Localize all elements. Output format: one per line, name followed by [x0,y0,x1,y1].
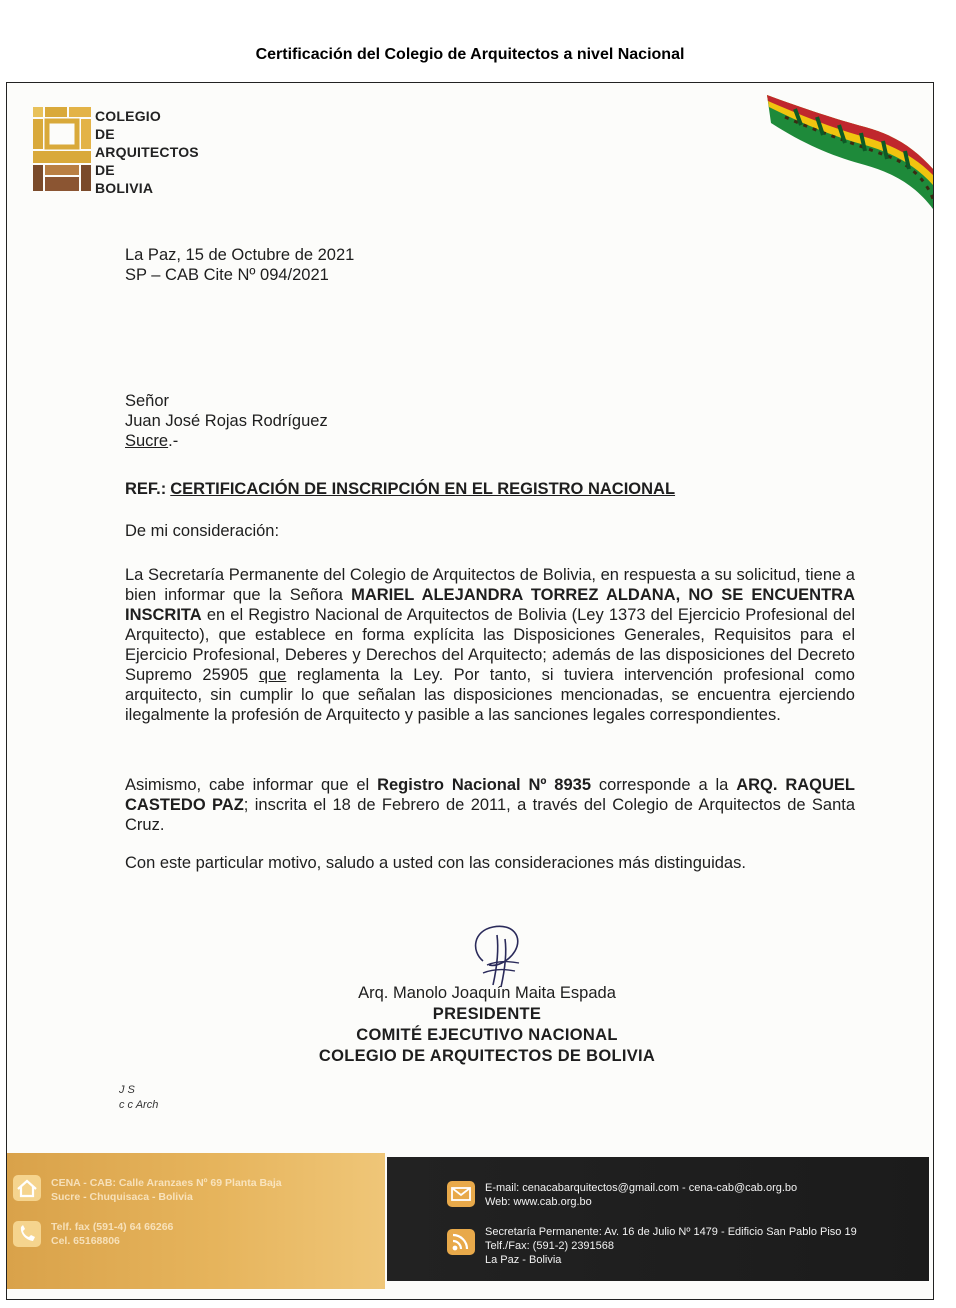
recipient-city-suffix: .- [168,432,179,450]
cab-logo-icon [33,107,95,193]
logo-wordmark [95,107,199,197]
footer-office-line1: Secretaría Permanente: Av. 16 de Julio Nº 1479 - Edificio San Pablo Piso 19 [485,1226,857,1238]
recipient-name: Juan José Rojas Rodríguez [125,412,328,430]
page-caption: Certificación del Colegio de Arquitectos a nivel Nacional [255,46,685,63]
para1-bold: MARIEL ALEJANDRA TORREZ ALDANA, NO SE ENCUENTRA INSCRITA [125,586,855,624]
signatory-committee: COMITÉ EJECUTIVO NACIONAL [356,1026,618,1044]
para2-bold-name: ARQ. RAQUEL CASTEDO PAZ [125,776,855,814]
footer-phone-line2: Cel. 65168806 [51,1235,120,1247]
ref-label: REF.: [125,480,167,498]
initials-block [119,1083,158,1113]
letter-date: La Paz, 15 de Octubre de 2021 [125,246,355,264]
closing-paragraph: Con este particular motivo, saludo a usted con las consideraciones más distinguidas. [125,854,746,872]
footer-address-line1: CENA - CAB: Calle Aranzaes Nº 69 Planta Baja [51,1177,282,1189]
recipient-block [125,391,855,451]
footer-right-panel [387,1157,929,1281]
para2-bold-registro: Registro Nacional Nº 8935 [377,776,591,794]
signatory-block [287,983,687,1067]
para1-text: La Secretaría Permanente del Colegio de Arquitectos de Bolivia, en respuesta a su solicitud, tiene a bien informar que la Señora [125,566,855,604]
home-icon [13,1175,41,1201]
footer-left-panel [7,1153,385,1289]
logo-line: DE [95,126,115,142]
footer-office-line2: Telf./Fax: (591-2) 2391568 [485,1240,615,1252]
ref-title: CERTIFICACIÓN DE INSCRIPCIÓN EN EL REGISTRO NACIONAL [170,480,676,498]
logo-line: COLEGIO [95,108,161,124]
logo-line: BOLIVIA [95,180,154,196]
para2-text: Asimismo, cabe informar que el [125,776,378,794]
para2-text: corresponde a la [591,776,737,794]
letter-cite: SP – CAB Cite Nº 094/2021 [125,266,329,284]
initials-line: J S [119,1084,135,1096]
footer-office-line3: La Paz - Bolivia [485,1254,562,1266]
letter-header [125,245,855,285]
footer-web: Web: www.cab.org.bo [485,1196,592,1208]
footer-address-line2: Sucre - Chuquisaca - Bolivia [51,1191,193,1203]
letterhead-footer [7,1153,933,1289]
logo-line: ARQUITECTOS [95,144,199,160]
email-icon [447,1181,475,1207]
footer-email: E-mail: cenacabarquitectos@gmail.com - cena-cab@cab.org.bo [485,1182,798,1194]
phone-icon [13,1221,41,1247]
signatory-name: Arq. Manolo Joaquín Maita Espada [358,984,616,1002]
letter-scan [6,82,934,1300]
para1-text: en el Registro Nacional de Arquitectos de Bolivia (Ley 1373 del Ejercicio Profesional del Arquitecto), que establece en forma explícita las Disposiciones Generales, Requisitos para el Ejercicio Profesional, Deberes y Derechos del Arquitecto; además de las disposiciones del Decreto Supremo 25905 [125,606,855,684]
bolivian-flag-decoration-icon [765,89,934,219]
signatory-title: PRESIDENTE [432,1005,542,1023]
para1-text: reglamenta la Ley. Por tanto, si tuviera intervención profesional como arquitecto, sin cumplir lo que señalan las disposiciones mencionadas, se encuentra ejerciendo ilegalmente la profesión de Arquitecto y pasible a las sanciones legales correspondientes. [125,666,855,724]
para1-underlined: que [258,666,287,684]
reference-line [125,479,855,499]
body-paragraph-2 [125,775,855,835]
initials-line: c c Arch [119,1099,159,1111]
recipient-city: Sucre [125,432,169,450]
body-paragraph-1 [125,565,855,725]
recipient-salutation: Señor [125,392,170,410]
greeting: De mi consideración: [125,522,280,540]
signatory-org: COLEGIO DE ARQUITECTOS DE BOLIVIA [318,1047,656,1065]
handwritten-signature-icon [453,921,543,991]
rss-icon [447,1229,475,1255]
recipient-city-line [125,431,855,451]
para2-text: ; inscrita el 18 de Febrero de 2011, a través del Colegio de Arquitectos de Santa Cruz. [125,796,856,834]
logo-line: DE [95,162,115,178]
footer-phone-line1: Telf. fax (591-4) 64 66266 [51,1221,174,1233]
